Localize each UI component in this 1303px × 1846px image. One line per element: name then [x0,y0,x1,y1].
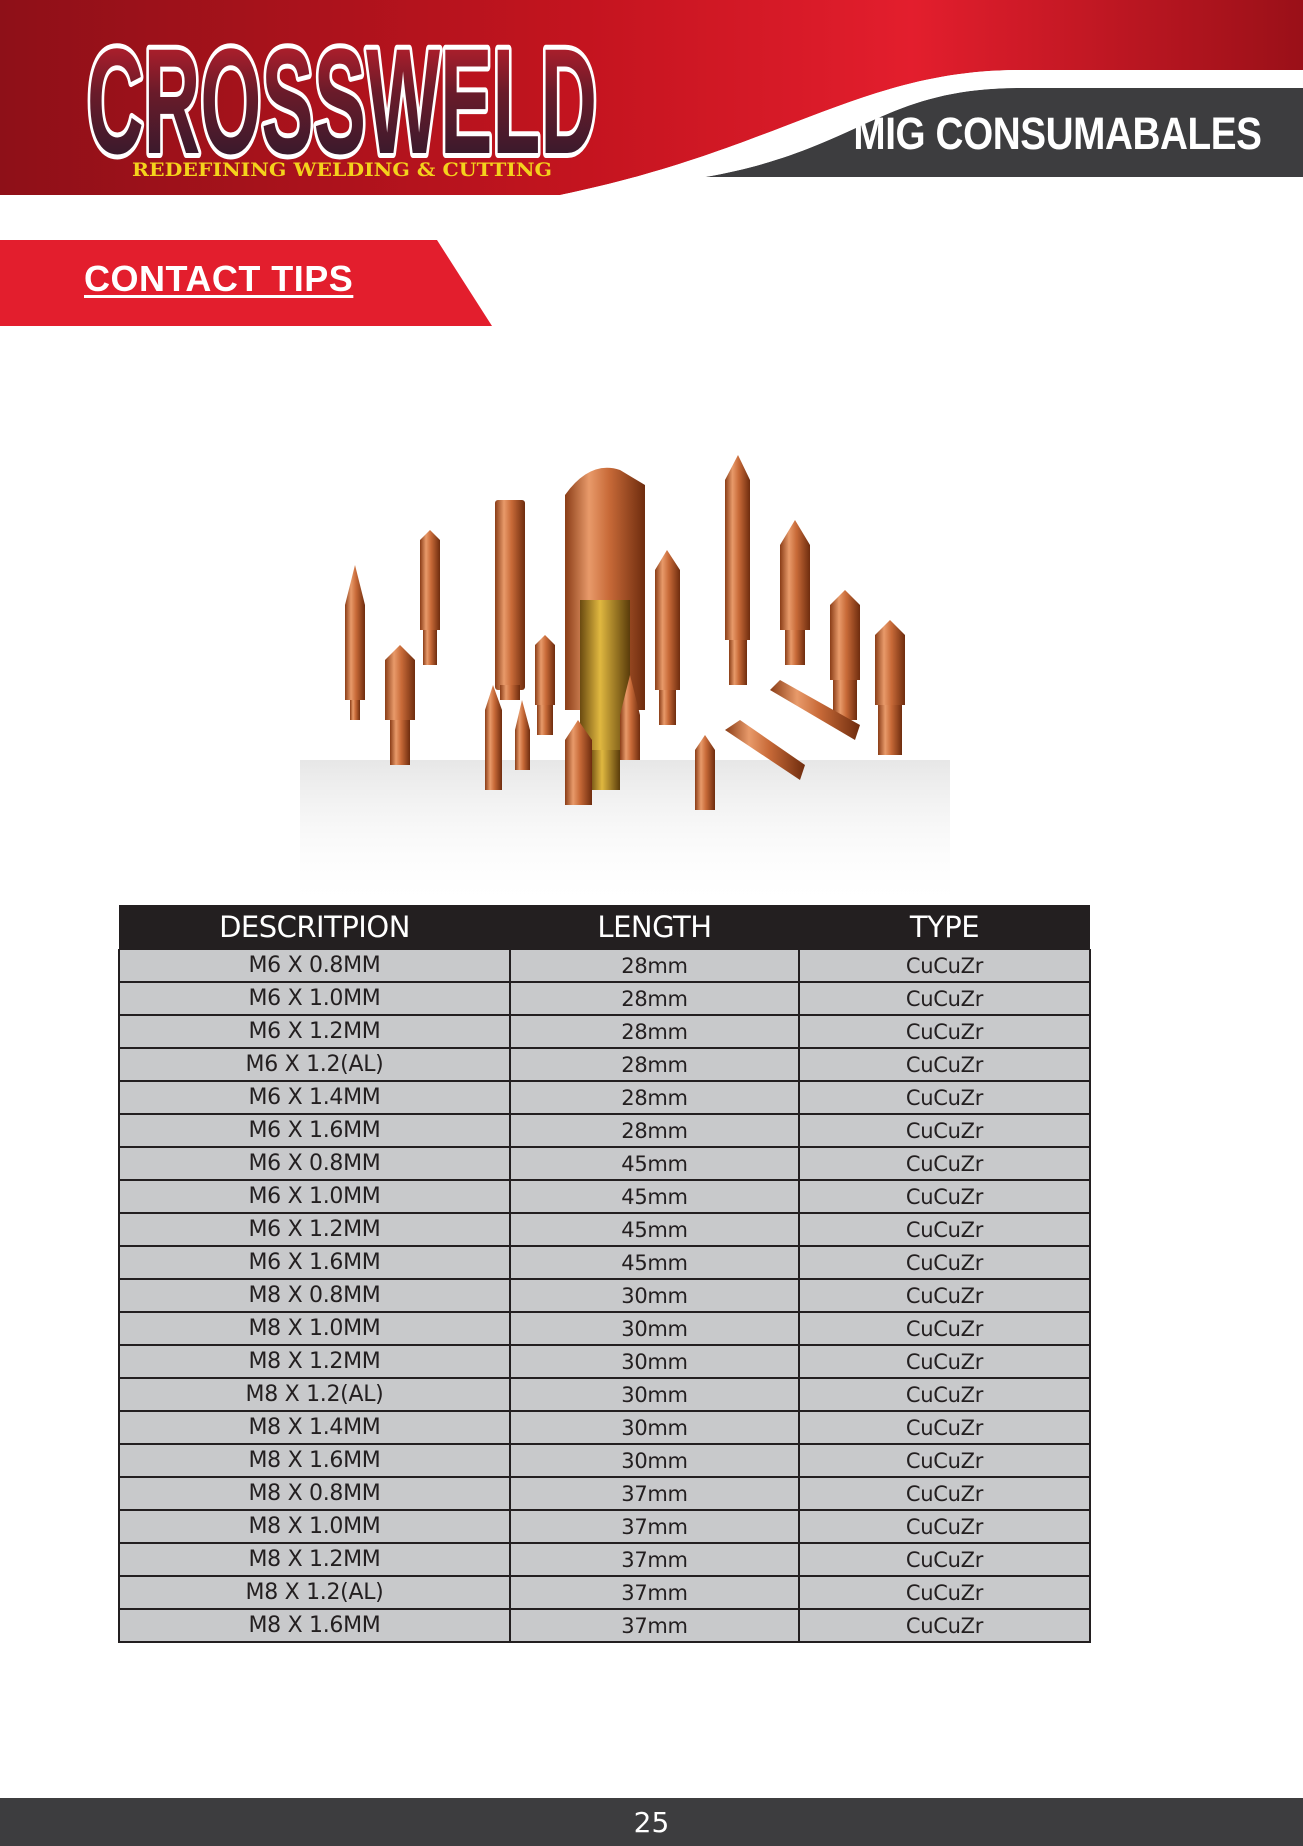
logo-tagline: REDEFINING WELDING & CUTTING [132,159,552,181]
cell-length: 45mm [510,1180,799,1213]
contact-tips-product-image [300,430,950,910]
cell-type: CuCuZr [799,1246,1090,1279]
table-row [119,1345,1090,1378]
cell-description: M8 X 1.4MM [119,1411,510,1444]
table-row [119,1609,1090,1642]
cell-description: M6 X 0.8MM [119,950,510,983]
cell-length: 28mm [510,1048,799,1081]
cell-type: CuCuZr [799,1576,1090,1609]
cell-length: 45mm [510,1147,799,1180]
cell-description: M8 X 1.2MM [119,1543,510,1576]
table-row [119,950,1090,983]
cell-type: CuCuZr [799,950,1090,983]
cell-length: 37mm [510,1477,799,1510]
cell-length: 28mm [510,950,799,983]
cell-length: 37mm [510,1543,799,1576]
column-header-description: DESCRITPION [119,905,510,950]
table-header-row [119,905,1090,950]
cell-description: M6 X 1.4MM [119,1081,510,1114]
page-number: 25 [633,1806,670,1839]
table-row [119,1246,1090,1279]
table-row [119,1279,1090,1312]
cell-type: CuCuZr [799,1444,1090,1477]
table-row [119,1048,1090,1081]
table-row [119,1081,1090,1114]
cell-length: 45mm [510,1246,799,1279]
logo-brand-text: CROSSWELD [87,18,597,185]
cell-type: CuCuZr [799,1477,1090,1510]
cell-length: 30mm [510,1279,799,1312]
cell-length: 30mm [510,1345,799,1378]
table-row [119,1510,1090,1543]
cell-type: CuCuZr [799,1279,1090,1312]
table-row [119,1180,1090,1213]
table-row [119,1543,1090,1576]
table-row [119,1114,1090,1147]
column-header-type: TYPE [799,905,1090,950]
cell-length: 30mm [510,1411,799,1444]
cell-description: M8 X 1.2(AL) [119,1576,510,1609]
cell-length: 28mm [510,1015,799,1048]
cell-description: M6 X 1.0MM [119,982,510,1015]
cell-description: M6 X 1.6MM [119,1246,510,1279]
cell-type: CuCuZr [799,1378,1090,1411]
cell-type: CuCuZr [799,1510,1090,1543]
cell-description: M8 X 1.0MM [119,1510,510,1543]
cell-length: 28mm [510,982,799,1015]
table-row [119,1477,1090,1510]
table-row [119,1444,1090,1477]
cell-description: M6 X 1.0MM [119,1180,510,1213]
header-title: MIG CONSUMABALES [852,108,1261,159]
cell-type: CuCuZr [799,1609,1090,1642]
cell-type: CuCuZr [799,1048,1090,1081]
table-row [119,1015,1090,1048]
cell-description: M8 X 1.2(AL) [119,1378,510,1411]
logo-brand-outline: CROSSWELD [87,18,597,185]
cell-type: CuCuZr [799,982,1090,1015]
table-row [119,982,1090,1015]
table-row [119,1576,1090,1609]
table-row [119,1378,1090,1411]
section-title: CONTACT TIPS [84,258,354,299]
cell-length: 30mm [510,1312,799,1345]
cell-type: CuCuZr [799,1543,1090,1576]
cell-description: M6 X 1.2MM [119,1213,510,1246]
column-header-length: LENGTH [510,905,799,950]
cell-length: 45mm [510,1213,799,1246]
cell-length: 30mm [510,1444,799,1477]
cell-type: CuCuZr [799,1312,1090,1345]
table-row [119,1147,1090,1180]
cell-description: M8 X 0.8MM [119,1477,510,1510]
cell-type: CuCuZr [799,1015,1090,1048]
cell-length: 30mm [510,1378,799,1411]
cell-length: 37mm [510,1510,799,1543]
cell-description: M6 X 1.2(AL) [119,1048,510,1081]
cell-type: CuCuZr [799,1081,1090,1114]
table-row [119,1312,1090,1345]
cell-description: M8 X 1.6MM [119,1609,510,1642]
cell-description: M6 X 1.2MM [119,1015,510,1048]
cell-length: 28mm [510,1081,799,1114]
cell-length: 37mm [510,1576,799,1609]
cell-length: 28mm [510,1114,799,1147]
cell-type: CuCuZr [799,1411,1090,1444]
cell-type: CuCuZr [799,1147,1090,1180]
table-row [119,1213,1090,1246]
cell-length: 37mm [510,1609,799,1642]
cell-type: CuCuZr [799,1114,1090,1147]
cell-description: M6 X 1.6MM [119,1114,510,1147]
cell-type: CuCuZr [799,1345,1090,1378]
cell-description: M8 X 1.6MM [119,1444,510,1477]
page-header [0,0,1303,200]
cell-description: M8 X 1.0MM [119,1312,510,1345]
cell-type: CuCuZr [799,1180,1090,1213]
crossweld-logo [80,18,605,188]
cell-type: CuCuZr [799,1213,1090,1246]
cell-description: M6 X 0.8MM [119,1147,510,1180]
contact-tips-table [118,905,1091,1643]
table-row [119,1411,1090,1444]
cell-description: M8 X 0.8MM [119,1279,510,1312]
cell-description: M8 X 1.2MM [119,1345,510,1378]
